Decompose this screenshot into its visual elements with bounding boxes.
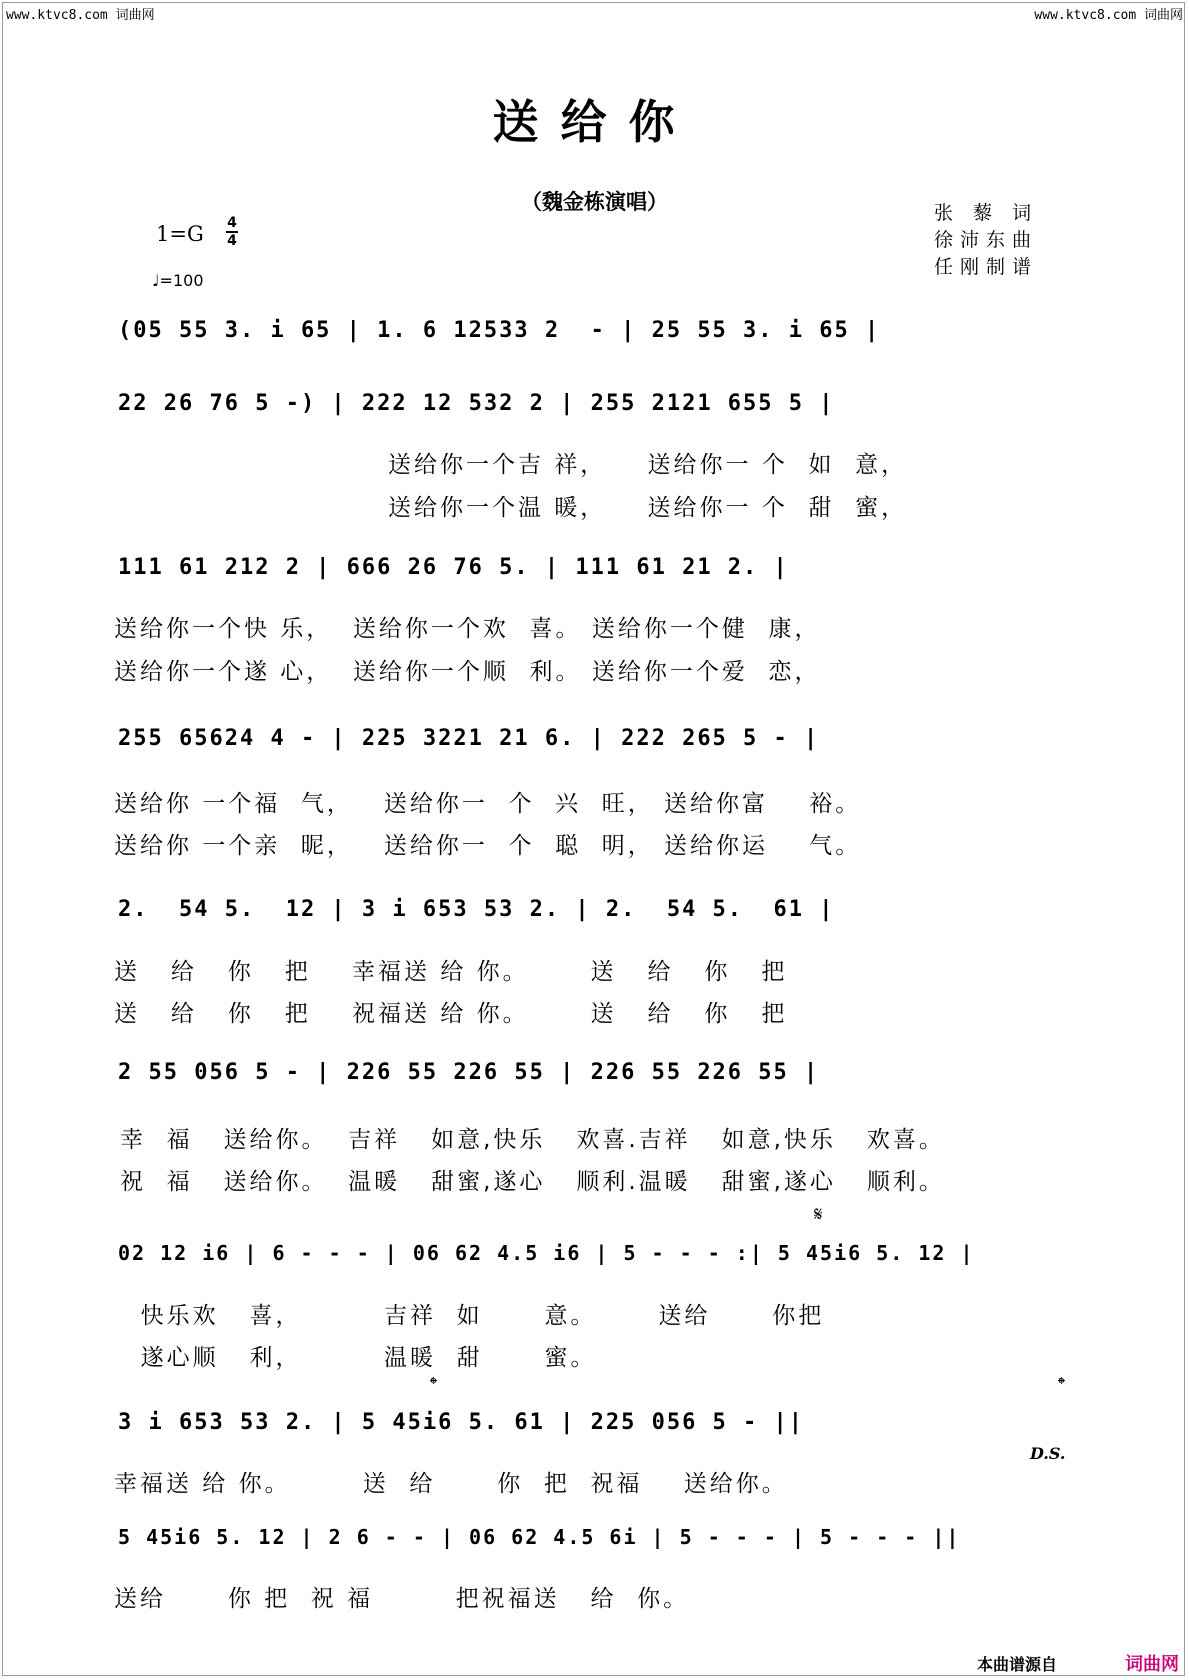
lyricist-credit: 张 藜 词 (934, 202, 1039, 224)
lyric-line: 送给 你 把 祝 福 把祝福送 给 你。 (114, 1586, 690, 1612)
notation-line: 02 12 i6 | 6 - - - | 06 62 4.5 i6 | 5 - - - :| 5 45i6 5. 12 | (118, 1241, 975, 1265)
lyric-line: 送给你一个温 暖， 送给你一 个 甜 蜜， (388, 495, 908, 521)
lyric-line: 送给你一个快 乐， 送给你一个欢 喜。 送给你一个健 康， (114, 616, 821, 642)
meter-bottom: 4 (227, 233, 237, 249)
coda-mark: 𝄌 (430, 1372, 437, 1396)
brand-logo[interactable]: 词曲网 (1125, 1654, 1179, 1675)
lyric-line: 遂心顺 利， 温暖 甜 蜜。 (120, 1345, 597, 1371)
site-watermark-left[interactable]: www.ktvc8.com 词曲网 (6, 8, 155, 23)
lyric-line: 送给你 一个福 气， 送给你一 个 兴 旺， 送给你富 裕。 (114, 791, 862, 817)
meter-top: 4 (227, 215, 237, 231)
ds-mark: D.S. (1030, 1444, 1066, 1463)
lyric-line: 送 给 你 把 祝福送 给 你。 送 给 你 把 (114, 1001, 788, 1027)
lyric-line: 快乐欢 喜， 吉祥 如 意。 送给 你把 (120, 1303, 825, 1329)
notation-line: 2. 54 5. 12 | 3 i 653 53 2. | 2. 54 5. 61 | (118, 897, 835, 922)
composer-credit: 徐沛东曲 (934, 229, 1039, 251)
notation-line: 3 i 653 53 2. | 5 45i6 5. 61 | 225 056 5 - || (118, 1410, 805, 1435)
song-title: 送给你 (492, 95, 697, 149)
notation-line: 5 45i6 5. 12 | 2 6 - - | 06 62 4.5 6i | 5 - - - | 5 - - - || (118, 1525, 961, 1549)
site-watermark-right[interactable]: www.ktvc8.com 词曲网 (1034, 8, 1183, 23)
lyric-line: 幸福送 给 你。 送 给 你 把 祝福 送给你。 (114, 1471, 788, 1497)
notation-line: 255 65624 4 - | 225 3221 21 6. | 222 265 5 - | (118, 726, 820, 751)
coda-mark: 𝄌 (1058, 1372, 1065, 1396)
lyric-line: 幸 福 送给你。 吉祥 如意,快乐 欢喜.吉祥 如意,快乐 欢喜。 (120, 1127, 945, 1153)
notation-line: (05 55 3. i 65 | 1. 6 12533 2 - | 25 55 3. i 65 | (118, 318, 881, 343)
lyric-line: 送 给 你 把 幸福送 给 你。 送 给 你 把 (114, 959, 788, 985)
notation-line: 2 55 056 5 - | 226 55 226 55 | 226 55 226 55 | (118, 1060, 820, 1085)
lyric-line: 送给你一个吉 祥， 送给你一 个 如 意， (388, 452, 908, 478)
lyric-line: 送给你一个遂 心， 送给你一个顺 利。 送给你一个爱 恋， (114, 659, 821, 685)
notation-line: 22 26 76 5 -) | 222 12 532 2 | 255 2121 655 5 | (118, 391, 835, 416)
tempo-marking: ♩=100 (152, 271, 204, 290)
singer-credit: （魏金栋演唱） (521, 190, 668, 214)
notation-line: 111 61 212 2 | 666 26 76 5. | 111 61 21 2. | (118, 555, 789, 580)
source-note: 本曲谱源自 (977, 1655, 1058, 1674)
segno-mark: 𝄋 (814, 1202, 823, 1226)
lyric-line: 祝 福 送给你。 温暖 甜蜜,遂心 顺利.温暖 甜蜜,遂心 顺利。 (120, 1169, 945, 1195)
transcriber-credit: 任刚制谱 (934, 256, 1039, 278)
lyric-line: 送给你 一个亲 昵， 送给你一 个 聪 明， 送给你运 气。 (114, 833, 862, 859)
key-signature: 1=G (156, 222, 204, 246)
